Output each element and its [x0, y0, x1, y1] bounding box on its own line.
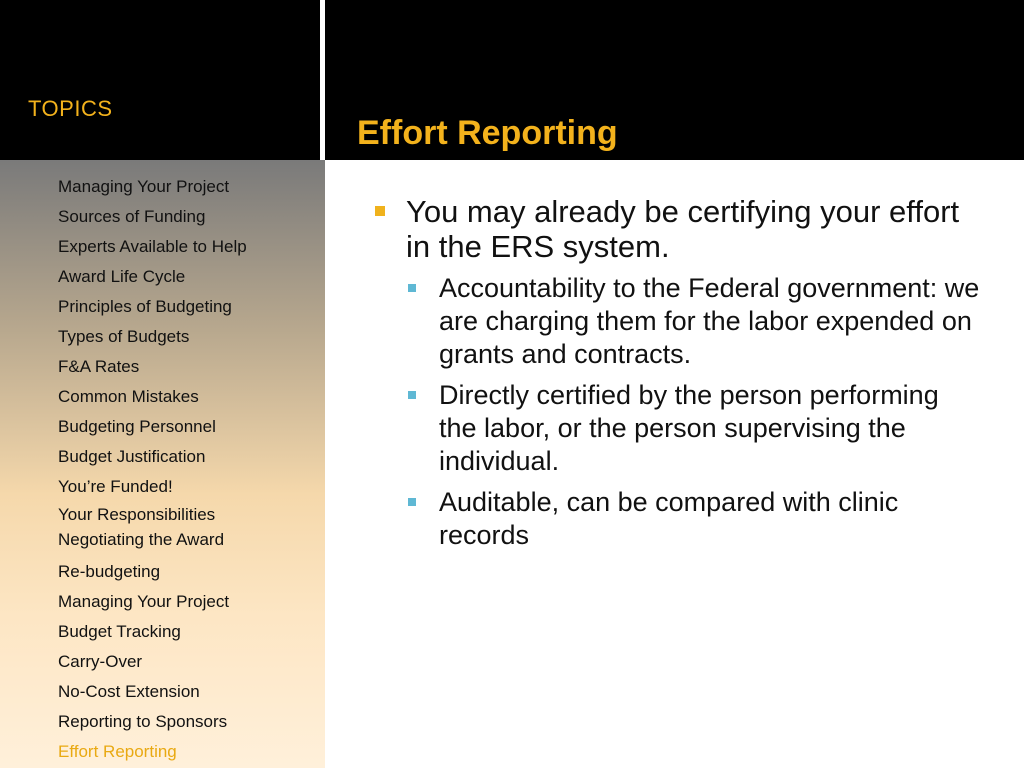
topics-list — [0, 160, 325, 767]
sidebar-header — [0, 0, 320, 160]
topic-item[interactable]: Sources of Funding — [58, 207, 206, 226]
topic-item[interactable]: You’re Funded! — [58, 477, 173, 496]
topic-item[interactable]: No-Cost Extension — [58, 682, 200, 701]
sub-bullet-list — [406, 272, 980, 552]
sub-bullet-item — [406, 486, 980, 552]
topic-item[interactable]: Negotiating the Award — [58, 530, 225, 549]
bullet-list — [370, 194, 980, 560]
square-bullet-icon — [408, 391, 416, 399]
sub-bullet-item — [406, 379, 980, 478]
topic-item[interactable]: Types of Budgets — [58, 327, 190, 346]
topic-item[interactable]: Re-budgeting — [58, 562, 161, 581]
topic-item[interactable]: Budget Tracking — [58, 622, 181, 641]
bullet-item — [370, 194, 980, 552]
square-bullet-icon — [408, 284, 416, 292]
topic-item[interactable]: Your Responsibilities — [58, 505, 216, 524]
topic-item[interactable]: Carry-Over — [58, 652, 143, 671]
topic-item[interactable]: Reporting to Sponsors — [58, 712, 228, 731]
topic-item[interactable]: Principles of Budgeting — [58, 297, 232, 316]
topic-item[interactable]: Budgeting Personnel — [58, 417, 216, 436]
bullet-text: You may already be certifying your effort in the ERS system. — [406, 194, 960, 264]
square-bullet-icon — [408, 498, 416, 506]
sub-bullet-text: Accountability to the Federal government: we are charging them for the labor expended on grants and contracts. — [439, 273, 980, 369]
topic-item[interactable]: Budget Justification — [58, 447, 206, 466]
topics-sidebar — [0, 160, 325, 768]
topic-item[interactable]: Common Mistakes — [58, 387, 199, 406]
sub-bullet-text: Directly certified by the person performing the labor, or the person supervising the individual. — [439, 380, 939, 476]
topic-item[interactable]: Experts Available to Help — [58, 237, 247, 256]
slide-body — [325, 160, 1024, 768]
topics-heading: TOPICS — [28, 96, 113, 121]
topic-item[interactable]: F&A Rates — [58, 357, 140, 376]
topic-item[interactable]: Award Life Cycle — [58, 267, 186, 286]
square-bullet-icon — [375, 206, 385, 216]
topic-item[interactable]: Managing Your Project — [58, 177, 230, 196]
topic-item-active[interactable]: Effort Reporting — [58, 742, 177, 761]
sub-bullet-item — [406, 272, 980, 371]
slide-header — [325, 0, 1024, 160]
topic-item[interactable]: Managing Your Project — [58, 592, 230, 611]
slide-title: Effort Reporting — [357, 114, 618, 152]
sub-bullet-text: Auditable, can be compared with clinic records — [439, 487, 899, 550]
